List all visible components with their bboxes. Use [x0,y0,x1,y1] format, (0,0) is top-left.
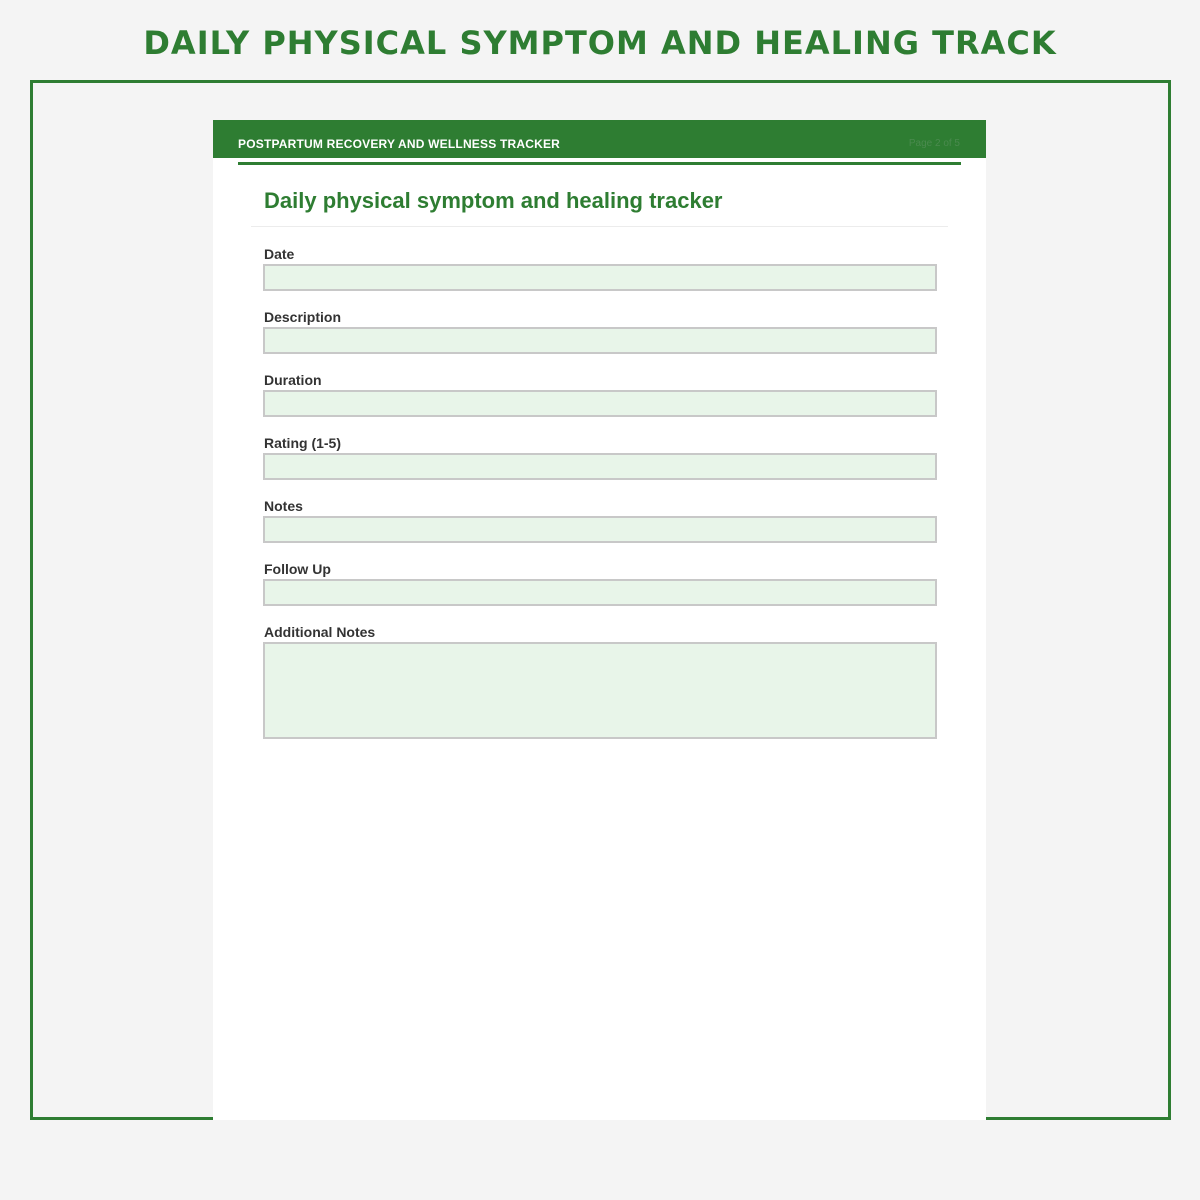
title-divider [251,226,948,227]
duration-field[interactable] [263,390,937,417]
date-field[interactable] [263,264,937,291]
additional-notes-label: Additional Notes [264,624,376,640]
page-title: DAILY PHYSICAL SYMPTOM AND HEALING TRACK [143,24,1057,62]
follow-up-field[interactable] [263,579,937,606]
rating-label: Rating (1-5) [264,435,341,451]
notes-label: Notes [264,498,303,514]
rating-field[interactable] [263,453,937,480]
document-header [213,120,986,158]
notes-field[interactable] [263,516,937,543]
page-indicator: Page 2 of 5 [908,138,960,149]
form-title: Daily physical symptom and healing tracker [264,188,723,213]
header-divider [238,162,961,165]
document-header-title: POSTPARTUM RECOVERY AND WELLNESS TRACKER [238,137,561,151]
description-label: Description [264,309,342,325]
document-sheet [213,120,986,1120]
date-label: Date [264,246,295,262]
duration-label: Duration [264,372,322,388]
description-field[interactable] [263,327,937,354]
additional-notes-field[interactable] [263,642,937,739]
follow-up-label: Follow Up [264,561,331,577]
